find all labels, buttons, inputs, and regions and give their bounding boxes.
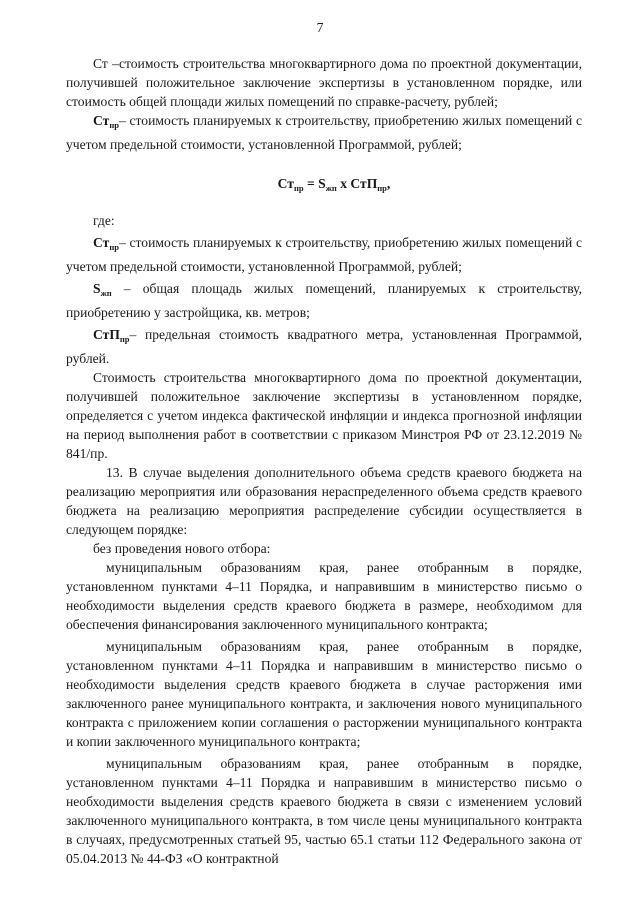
formula-lhs: Ст (277, 176, 294, 191)
formula-rhs: СтП (350, 176, 378, 191)
definition-st-pr-2 (66, 233, 582, 276)
formula-s: S (318, 176, 326, 191)
formula-times: х (336, 176, 351, 191)
paragraph-item-1: муниципальным образованиям края, ранее отобранным в порядке, установленном пунктами 4–11 Порядка, и направившим в министерство письмо о необходимости выделения средств краевого бюджета в размере, необходимом для обеспечения финансирования заключенного муниципального контракта; (66, 560, 582, 632)
paragraph-13: 13. В случае выделения дополнительного объема средств краевого бюджета на реализацию мероприятия или образования нераспределенного объема средств краевого бюджета на реализацию мероприятия распределение субсидии осуществляется в следующем порядке: (66, 465, 582, 537)
symbol-st-pr-subscript: пр (109, 120, 119, 130)
symbol-stp-pr: СтП (93, 327, 120, 342)
definition-stp-pr-text: – предельная стоимость квадратного метра, установленная Программой, рублей. (66, 327, 582, 366)
symbol-st-pr: Ст (93, 113, 110, 128)
where-label: где: (93, 213, 115, 228)
definition-s-zhp-text: – общая площадь жилых помещений, планируемых к строительству, приобретению у застройщика, кв. метров; (66, 281, 586, 320)
symbol-st-pr-2: Ст (93, 235, 110, 250)
symbol-st: Ст (93, 56, 108, 71)
document-body (66, 54, 586, 868)
definition-s-zhp (66, 279, 586, 322)
definition-st-pr (66, 111, 582, 154)
formula-tail: , (386, 176, 391, 191)
formula-rhs-subscript: пр (377, 183, 387, 193)
paragraph-cost: Стоимость строительства многоквартирного дома по проектной документации, получившей положительное заключение экспертизы в установленном порядке, определяется с учетом индекса фактической инфляции и индекса прогнозной инфляции на период выполнения работ в соответствии с приказом Минстроя РФ от 23.12.2019 № 841/пр. (66, 370, 582, 461)
symbol-stp-pr-subscript: пр (119, 334, 130, 344)
paragraph-no-selection: без проведения нового отбора: (93, 541, 271, 556)
definition-st-pr-2-text: – стоимость планируемых к строительству, приобретению жилых помещений с учетом предельной стоимости, установленной Программой, рублей; (66, 235, 582, 274)
formula-s-subscript: жп (325, 183, 337, 193)
formula-lhs-subscript: пр (294, 183, 304, 193)
definition-st-pr-text: – стоимость планируемых к строительству, приобретению жилых помещений с учетом предельной стоимости, установленной Программой, рублей; (66, 113, 582, 152)
definition-st-text: –стоимость строительства многоквартирного дома по проектной документации, получившей положительное заключение экспертизы в установленном порядке, или стоимость общей площади жилых помещений по справке-расчету, рублей; (66, 56, 582, 109)
symbol-st-pr-2-subscript: пр (109, 242, 119, 252)
definition-st (66, 54, 582, 111)
symbol-s-zhp-subscript: жп (100, 288, 112, 298)
page-number: 7 (316, 20, 324, 35)
paragraph-item-2: муниципальным образованиям края, ранее отобранным в порядке, установленном пунктами 4–11 Порядка и направившим в министерство письмо о необходимости выделения средств краевого бюджета в случае расторжения ими заключенного ранее муниципального контракта, и заключения нового муниципального контракта с приложением копии соглашения о расторжении муниципального контракта и копии заключенного муниципального контракта; (66, 639, 582, 749)
definition-stp-pr (66, 325, 582, 368)
formula (66, 174, 582, 198)
paragraph-item-3: муниципальным образованиям края, ранее отобранным в порядке, установленном пунктами 4–11 Порядка и направившим в министерство письмо о необходимости выделения средств краевого бюджета в связи с изменением условий заключенного муниципального контракта, в том числе цены муниципального контракта в случаях, предусмотренных статьей 95, частью 65.1 статьи 112 Федерального закона от 05.04.2013 № 44-ФЗ «О контрактной (66, 756, 582, 866)
symbol-s-zhp: S (93, 281, 101, 296)
formula-equals: = (303, 176, 319, 191)
